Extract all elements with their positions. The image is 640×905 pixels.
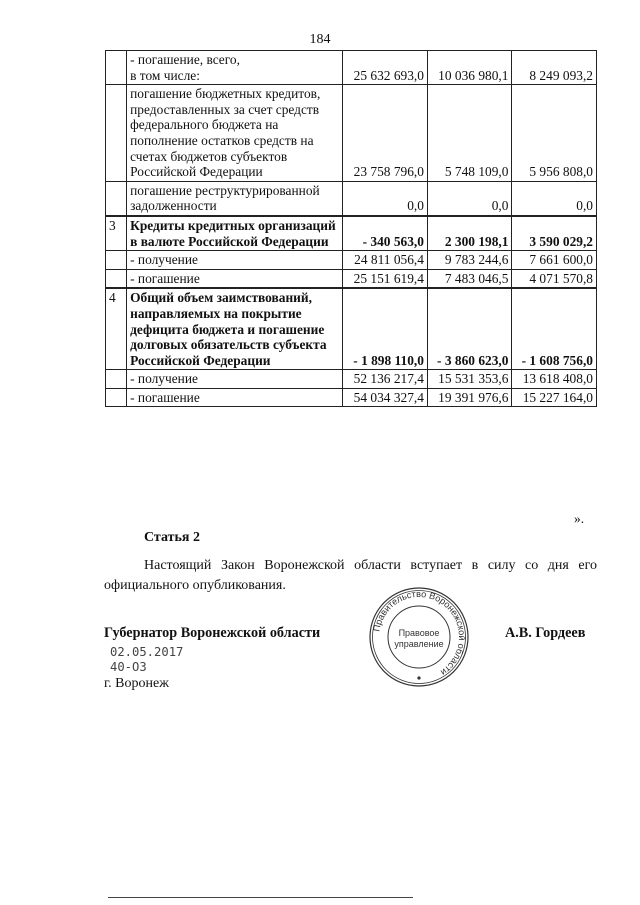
row-number [106, 51, 127, 85]
table-row [106, 388, 597, 407]
row-description: - погашение, всего, в том числе: [127, 51, 343, 85]
row-value-1: - 1 898 110,0 [343, 288, 428, 369]
row-description: - получение [127, 370, 343, 389]
row-value-2: 10 036 980,1 [427, 51, 512, 85]
row-number [106, 251, 127, 270]
row-number: 4 [106, 288, 127, 369]
row-description: - погашение [127, 388, 343, 407]
row-number [106, 370, 127, 389]
row-description: - погашение [127, 269, 343, 288]
row-value-2: 0,0 [427, 181, 512, 216]
row-value-1: 23 758 796,0 [343, 85, 428, 182]
borrowings-table [105, 50, 597, 407]
row-description: Общий объем заимствований, направляемых на покрытие дефицита бюджета и погашение долговых обязательств субъекта Российской Федерации [127, 288, 343, 369]
row-description: погашение бюджетных кредитов, предоставленных за счет средств федерального бюджета на пополнение остатков средств на счетах бюджетов субъектов Российской Федерации [127, 85, 343, 182]
signature-name: А.В. Гордеев [505, 625, 586, 641]
row-value-2: 5 748 109,0 [427, 85, 512, 182]
table-row [106, 181, 597, 216]
row-value-2: 19 391 976,6 [427, 388, 512, 407]
table-row [106, 216, 597, 251]
registration-date: 02.05.2017 [110, 645, 184, 659]
row-value-1: 54 034 327,4 [343, 388, 428, 407]
row-value-2: 7 483 046,5 [427, 269, 512, 288]
row-value-1: 25 151 619,4 [343, 269, 428, 288]
row-description: - получение [127, 251, 343, 270]
row-value-1: 0,0 [343, 181, 428, 216]
row-number: 3 [106, 216, 127, 251]
table-row [106, 269, 597, 288]
row-value-1: 52 136 217,4 [343, 370, 428, 389]
official-seal-icon [368, 586, 470, 688]
registration-stamp [110, 645, 183, 675]
seal-inner-line2: управление [394, 639, 444, 649]
closing-quote: ». [574, 511, 585, 526]
row-number [106, 388, 127, 407]
row-value-3: 3 590 029,2 [512, 216, 597, 251]
row-description: погашение реструктурированной задолженности [127, 181, 343, 216]
bottom-rule [108, 897, 413, 898]
row-value-3: - 1 608 756,0 [512, 288, 597, 369]
row-value-2: 2 300 198,1 [427, 216, 512, 251]
signing-city: г. Воронеж [104, 676, 169, 691]
row-value-3: 7 661 600,0 [512, 251, 597, 270]
row-description: Кредиты кредитных организаций в валюте Российской Федерации [127, 216, 343, 251]
article-text: Настоящий Закон Воронежской области вступает в силу со дня его официального опубликования. [104, 558, 597, 593]
table-row [106, 288, 597, 369]
row-value-1: 24 811 056,4 [343, 251, 428, 270]
row-number [106, 85, 127, 182]
row-number [106, 269, 127, 288]
row-value-3: 15 227 164,0 [512, 388, 597, 407]
row-value-2: - 3 860 623,0 [427, 288, 512, 369]
page-number: 184 [309, 32, 331, 47]
signature-title: Губернатор Воронежской области [104, 625, 321, 641]
table-row [106, 51, 597, 85]
table-row [106, 85, 597, 182]
seal-inner-line1: Правовое [398, 628, 440, 638]
row-value-3: 13 618 408,0 [512, 370, 597, 389]
row-value-3: 4 071 570,8 [512, 269, 597, 288]
seal-outer-text: Правительство Воронежской области [371, 588, 468, 678]
article-title: Статья 2 [144, 530, 200, 545]
row-value-2: 9 783 244,6 [427, 251, 512, 270]
row-value-1: - 340 563,0 [343, 216, 428, 251]
registration-number: 40-ОЗ [110, 660, 147, 674]
row-value-3: 8 249 093,2 [512, 51, 597, 85]
row-value-3: 5 956 808,0 [512, 85, 597, 182]
table-row [106, 370, 597, 389]
row-value-1: 25 632 693,0 [343, 51, 428, 85]
table-row [106, 251, 597, 270]
borrowings-table-body [106, 51, 597, 407]
row-number [106, 181, 127, 216]
row-value-2: 15 531 353,6 [427, 370, 512, 389]
row-value-3: 0,0 [512, 181, 597, 216]
